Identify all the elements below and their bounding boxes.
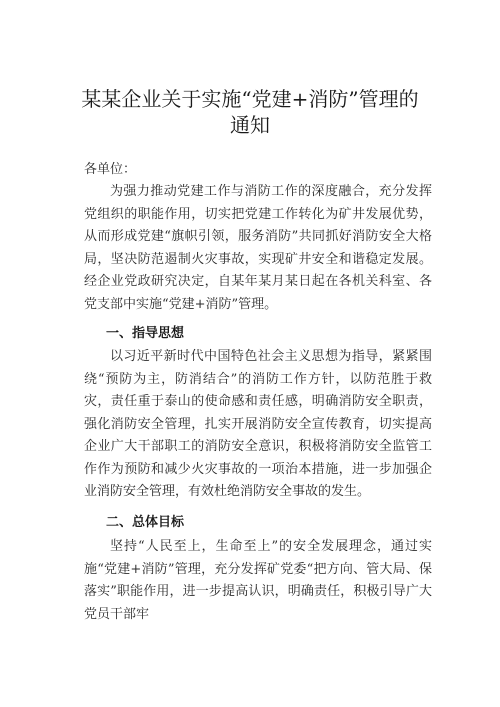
title-line-2: 通知 [230, 113, 270, 137]
section-heading-overall-goal: 二、总体目标 [106, 515, 185, 530]
section-heading-guiding-ideology: 一、指导思想 [106, 326, 185, 341]
document-title [60, 86, 440, 138]
intro-paragraph: 为强力推动党建工作与消防工作的深度融合，充分发挥党组织的职能作用，切实把党建工作转化为矿井发展优势，从而形成党建“旗帜引领，服务消防”共同抓好消防安全大格局，坚决防范遏制火灾事故，实现矿井安全和谐稳定发展。经企业党政研究决定，自某年某月某日起在各机关科室、各党支部中实施“党建+消防”管理。 [84, 184, 432, 312]
salutation: 各单位： [84, 162, 137, 177]
overall-goal-paragraph: 坚持“人民至上，生命至上”的安全发展理念，通过实施“党建+消防”管理，充分发挥矿党委“把方向、管大局、保落实”职能作用，进一步提高认识，明确责任，积极引导广大党员干部牢 [84, 539, 432, 622]
title-line-1: 某某企业关于实施“党建+消防”管理的 [81, 87, 419, 111]
guiding-ideology-paragraph: 以习近平新时代中国特色社会主义思想为指导，紧紧围绕“预防为主，防消结合”的消防工作方针，以防范胜于救灾，责任重于泰山的使命感和责任感，明确消防安全职责，强化消防安全管理，扎实开展消防安全宣传教育，切实提高企业广大干部职工的消防安全意识，积极将消防安全监管工作作为预防和减少火灾事故的一项治本措施，进一步加强企业消防安全管理，有效杜绝消防安全事故的发生。 [84, 349, 432, 499]
